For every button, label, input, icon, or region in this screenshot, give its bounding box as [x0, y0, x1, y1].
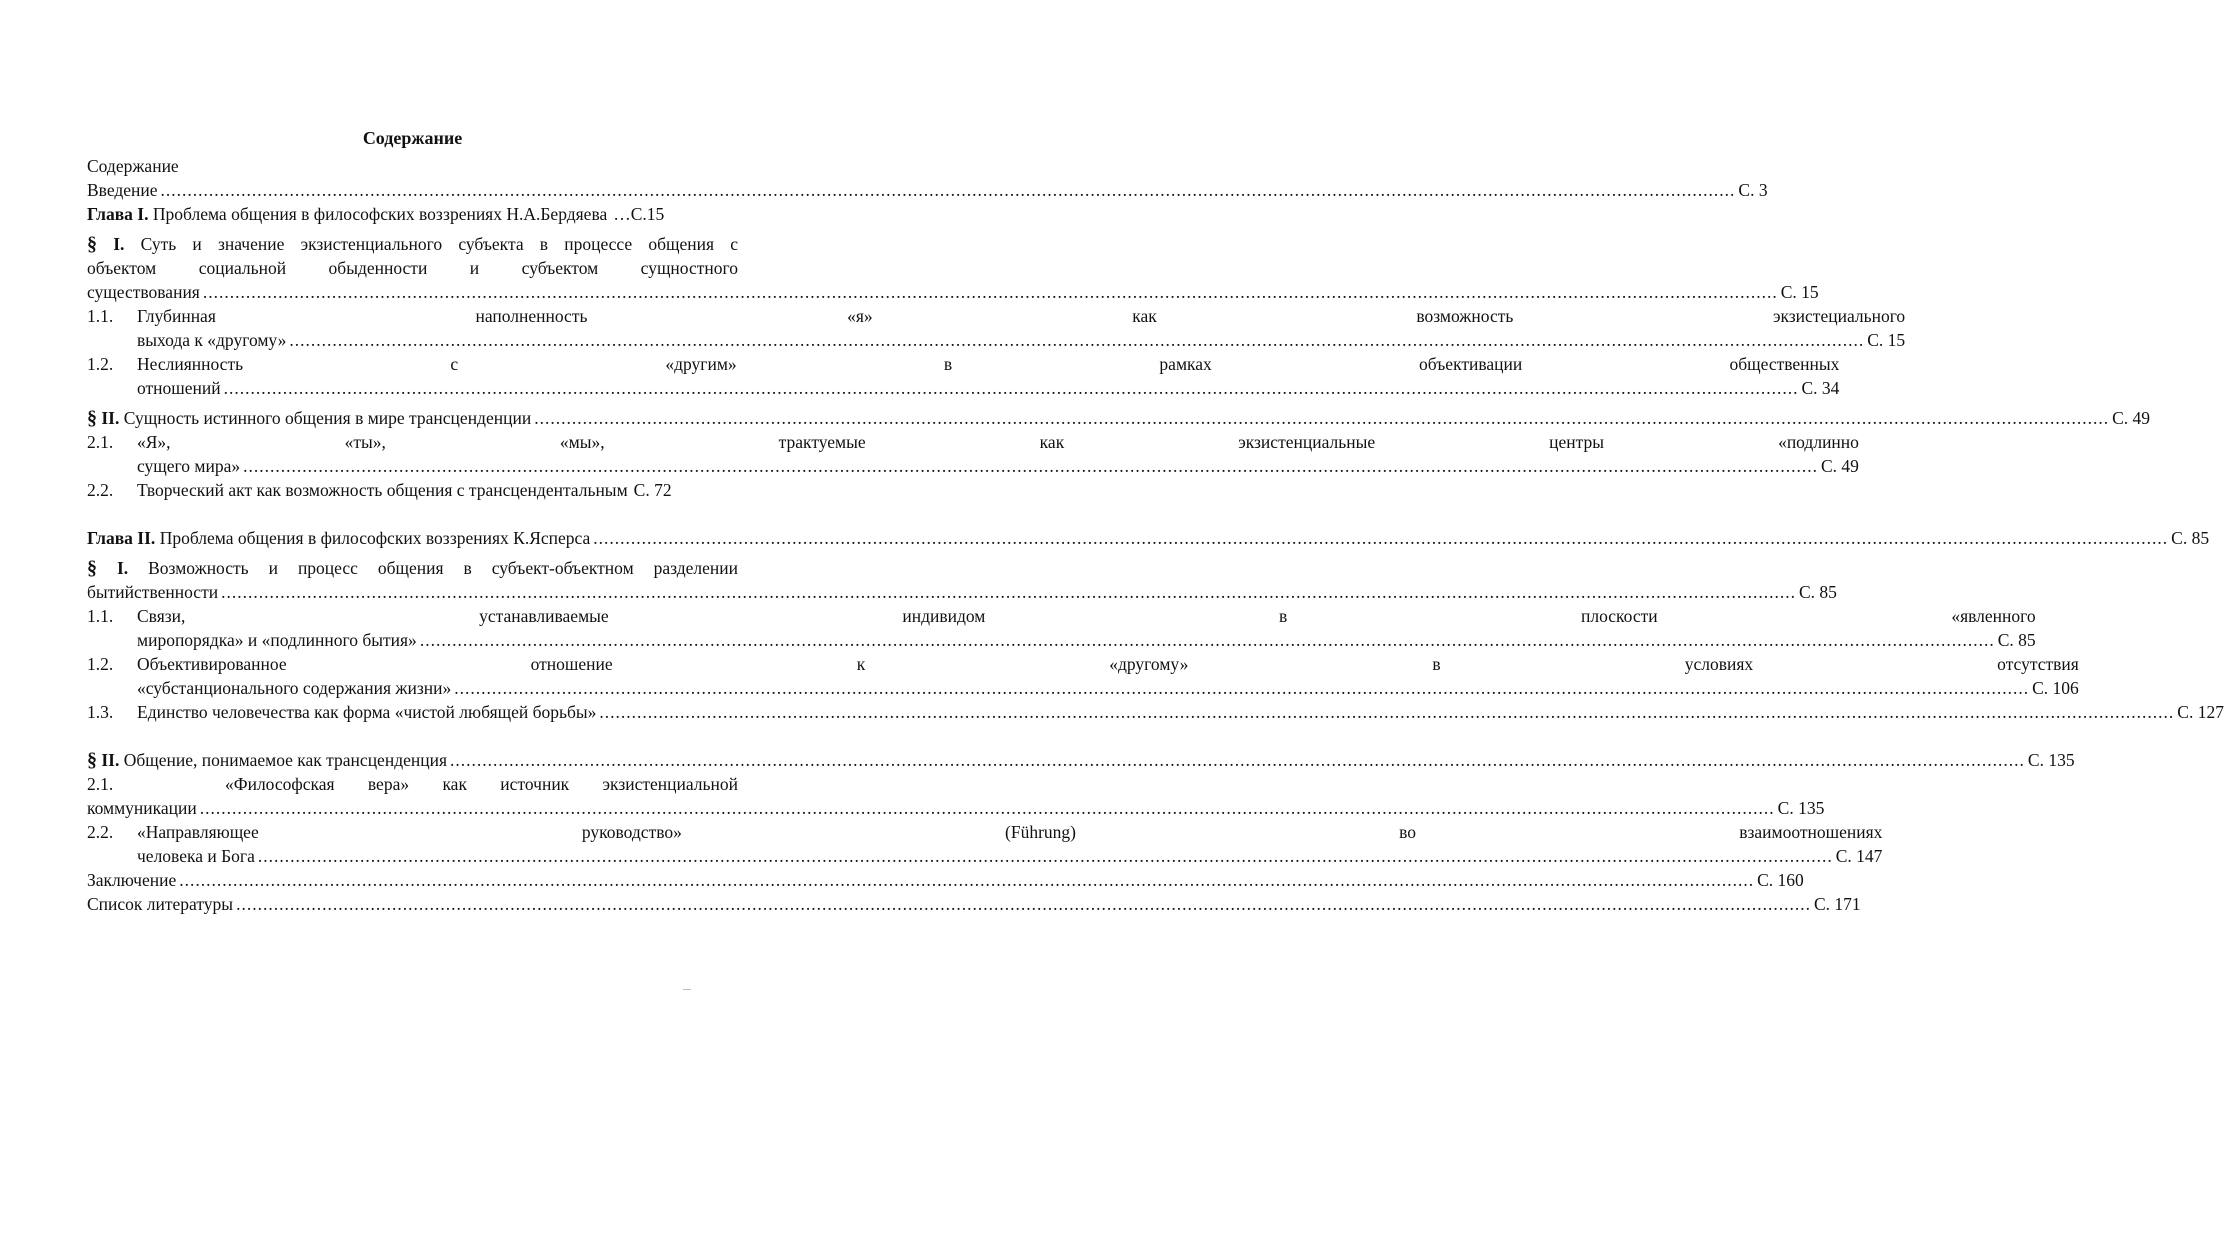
chapter-number: Глава I.: [87, 204, 149, 224]
subsection-title-line2: миропорядка» и «подлинного бытия»: [137, 630, 417, 650]
subsection-title-line1: «Я», «ты», «мы», трактуемые как экзистенциальные центры «подлинно: [137, 432, 1859, 452]
toc-entry-ch2-1-2[interactable]: [87, 652, 2079, 700]
subsection-title: Творческий акт как возможность общения с трансцендентальным: [137, 480, 628, 500]
subsection-number: 1.2.: [87, 654, 114, 674]
toc-entry-ch2-section2[interactable]: [87, 748, 2075, 772]
toc-entry-intro[interactable]: [87, 178, 1768, 202]
entry-page: С. 135: [1777, 798, 1825, 818]
leader-dots: [221, 580, 1796, 604]
entry-page: С. 106: [2032, 678, 2079, 698]
section-mark: §: [87, 407, 97, 429]
subsection-title-line2: коммуникации: [87, 798, 197, 818]
toc-entry-1-1[interactable]: [87, 304, 1906, 352]
chapter-number: Глава II.: [87, 528, 156, 548]
toc-entry-2-1[interactable]: [87, 430, 1859, 478]
entry-page: С. 85: [1997, 630, 2036, 650]
subsection-title: Единство человечества как форма «чистой любящей борьбы»: [137, 702, 597, 722]
toc-title: Содержание: [362, 128, 463, 148]
leader-dots: [200, 796, 1775, 820]
toc-entry-ch1-section2[interactable]: [87, 406, 2151, 430]
subsection-title-line1: Неслиянность с «другим» в рамках объективации общественных: [137, 354, 1840, 374]
section-mark: §: [87, 233, 97, 255]
subsection-number: 1.1.: [87, 606, 114, 626]
entry-page: С. 49: [2112, 408, 2151, 428]
toc-entry-ch2-2-1[interactable]: [87, 772, 1825, 820]
section-number: II.: [101, 750, 120, 770]
entry-page: С. 72: [633, 480, 672, 500]
subsection-title-line1: «Направляющее руководство» (Führung) во взаимоотношениях: [137, 822, 1883, 842]
subsection-number: 2.2.: [87, 480, 114, 500]
subsection-number: 2.1.: [87, 774, 114, 794]
section-number: I.: [113, 234, 125, 254]
leader-dots: [161, 178, 1736, 202]
section-title-line2: бытийственности: [87, 582, 219, 602]
entry-page: …С.15: [613, 204, 665, 224]
entry-label: Введение: [87, 180, 158, 200]
subsection-title-line1: Глубинная наполненность «я» как возможность экзистециального: [137, 306, 1906, 326]
toc-entry-ch1-section1[interactable]: [87, 232, 1819, 304]
toc-entry-ch2-section1[interactable]: [87, 556, 1837, 604]
subsection-title-line2: сущего мира»: [137, 456, 241, 476]
entry-page: С. 15: [1867, 330, 1906, 350]
section-number: I.: [116, 558, 129, 578]
section-title: Общение, понимаемое как трансценденция: [123, 750, 448, 770]
leader-dots: [179, 868, 1754, 892]
toc-entry-2-2[interactable]: [87, 478, 738, 502]
entry-page: С. 49: [1820, 456, 1859, 476]
leader-dots: [236, 892, 1811, 916]
section-title-line2: объектом социальной обыденности и субъектом сущностного: [87, 258, 738, 278]
subsection-number: 2.2.: [87, 822, 114, 842]
leader-dots: [450, 748, 2025, 772]
subsection-title-line1: Связи, устанавливаемые индивидом в плоскости «явленного: [137, 606, 2036, 626]
toc-entry-conclusion[interactable]: [87, 868, 1804, 892]
section-mark: §: [87, 749, 97, 771]
toc-entry-1-2[interactable]: [87, 352, 1840, 400]
leader-dots: [593, 526, 2168, 550]
toc-entry-ch2-1-3[interactable]: [87, 700, 2224, 724]
leader-dots: [534, 406, 2109, 430]
subsection-title-line2: «субстанционального содержания жизни»: [137, 678, 452, 698]
entry-page: С. 127: [2177, 702, 2224, 722]
leader-dots: [224, 376, 1799, 400]
subsection-title-line1: «Философская вера» как источник экзистенциальной: [225, 774, 738, 794]
table-of-contents: [87, 126, 2224, 916]
leader-dots: [420, 628, 1995, 652]
entry-page: С. 15: [1780, 282, 1819, 302]
entry-page: С. 171: [1813, 894, 1861, 914]
scan-speck: [683, 989, 691, 990]
chapter-title: Проблема общения в философских воззрениях Н.А.Бердяева: [152, 204, 608, 224]
toc-entry-ch2-1-1[interactable]: [87, 604, 2036, 652]
subsection-title-line2: отношений: [137, 378, 221, 398]
section-mark: §: [87, 557, 97, 579]
entry-page: С. 34: [1801, 378, 1840, 398]
entry-page: С. 3: [1738, 180, 1768, 200]
toc-entry-chapter1[interactable]: [87, 202, 738, 226]
subsection-number: 1.1.: [87, 306, 114, 326]
toc-entry-bibliography[interactable]: [87, 892, 1861, 916]
section-title-line1: Возможность и процесс общения в субъект-объектном разделении: [148, 558, 738, 578]
entry-page: С. 85: [2171, 528, 2210, 548]
chapter-title: Проблема общения в философских воззрениях К.Ясперса: [159, 528, 591, 548]
section-title-line3: существования: [87, 282, 200, 302]
toc-entry-ch2-2-2[interactable]: [87, 820, 1883, 868]
section-number: II.: [101, 408, 120, 428]
subsection-title-line2: человека и Бога: [137, 846, 255, 866]
subsection-title-line1: Объективированное отношение к «другому» в условиях отсутствия: [137, 654, 2079, 674]
leader-dots: [599, 700, 2174, 724]
entry-page: С. 160: [1757, 870, 1804, 890]
section-title-line1: Суть и значение экзистенциального субъекта в процессе общения с: [140, 234, 739, 254]
subsection-title-line2: выхода к «другому»: [137, 330, 287, 350]
leader-dots: [243, 454, 1818, 478]
leader-dots: [203, 280, 1778, 304]
leader-dots: [454, 676, 2029, 700]
subsection-number: 2.1.: [87, 432, 114, 452]
section-title: Сущность истинного общения в мире трансценденции: [123, 408, 532, 428]
entry-page: С. 147: [1835, 846, 1883, 866]
leader-dots: [289, 328, 1864, 352]
entry-label: Список литературы: [87, 894, 234, 914]
subsection-number: 1.3.: [87, 702, 114, 722]
subsection-number: 1.2.: [87, 354, 114, 374]
entry-page: С. 85: [1798, 582, 1837, 602]
toc-heading: Содержание: [87, 156, 179, 176]
leader-dots: [258, 844, 1833, 868]
entry-page: С. 135: [2027, 750, 2075, 770]
entry-label: Заключение: [87, 870, 177, 890]
toc-entry-chapter2[interactable]: [87, 526, 2210, 550]
